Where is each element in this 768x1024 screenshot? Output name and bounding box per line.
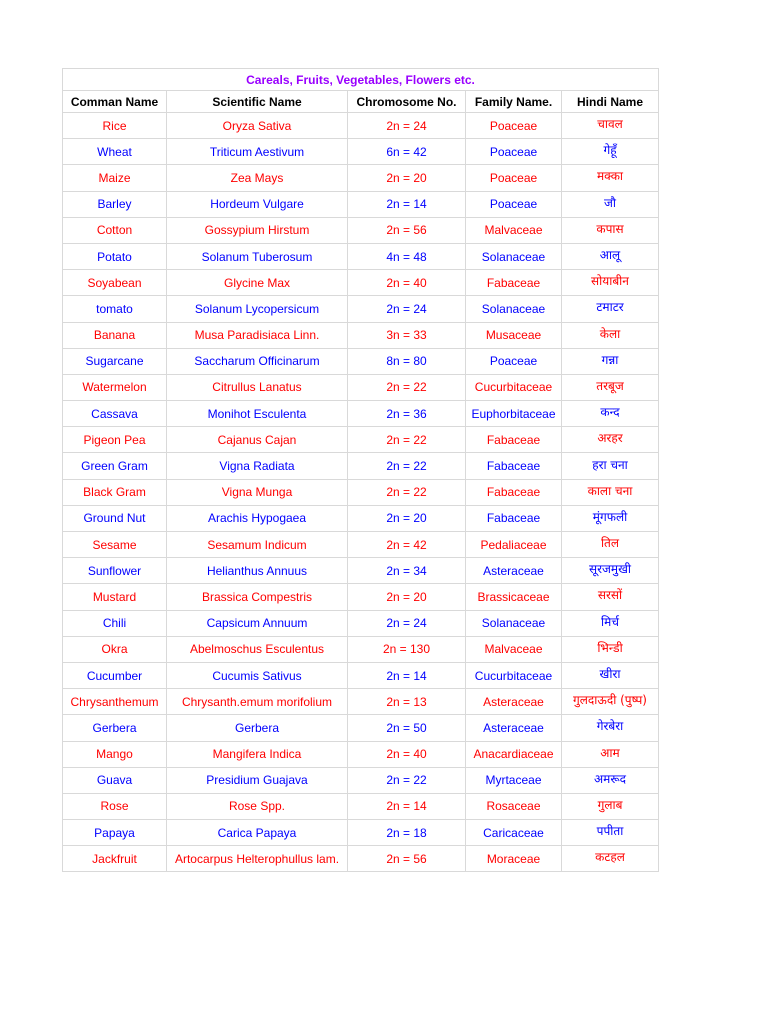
table-row [63, 322, 659, 348]
scientific-name-cell: Cajanus Cajan [167, 427, 348, 453]
chromosome-number-cell: 2n = 24 [348, 610, 466, 636]
table-row [63, 453, 659, 479]
family-name-cell: Cucurbitaceae [466, 662, 562, 688]
chromosome-number-cell: 2n = 22 [348, 453, 466, 479]
chromosome-number-cell: 2n = 56 [348, 217, 466, 243]
family-name-cell: Myrtaceae [466, 767, 562, 793]
table-row [63, 532, 659, 558]
table-row [63, 715, 659, 741]
scientific-name-cell: Brassica Compestris [167, 584, 348, 610]
scientific-name-cell: Musa Paradisiaca Linn. [167, 322, 348, 348]
table-row [63, 793, 659, 819]
scientific-name-cell: Glycine Max [167, 270, 348, 296]
common-name-cell: Potato [63, 243, 167, 269]
table-row [63, 139, 659, 165]
hindi-name-cell: आम [562, 741, 659, 767]
table-row [63, 165, 659, 191]
table-row [63, 401, 659, 427]
common-name-cell: Cassava [63, 401, 167, 427]
chromosome-number-cell: 2n = 56 [348, 846, 466, 872]
chromosome-number-cell: 2n = 22 [348, 767, 466, 793]
table-row [63, 689, 659, 715]
table-row [63, 113, 659, 139]
chromosome-number-cell: 2n = 20 [348, 505, 466, 531]
scientific-name-cell: Presidium Guajava [167, 767, 348, 793]
hindi-name-cell: कटहल [562, 846, 659, 872]
table-row [63, 374, 659, 400]
chromosome-number-cell: 2n = 40 [348, 741, 466, 767]
scientific-name-cell: Chrysanth.emum morifolium [167, 689, 348, 715]
crop-chromosome-table [62, 68, 659, 872]
chromosome-number-cell: 2n = 24 [348, 113, 466, 139]
table-row [63, 636, 659, 662]
common-name-cell: Papaya [63, 820, 167, 846]
table-row [63, 741, 659, 767]
table-row [63, 296, 659, 322]
scientific-name-cell: Solanum Lycopersicum [167, 296, 348, 322]
hindi-name-cell: सरसों [562, 584, 659, 610]
common-name-cell: Mustard [63, 584, 167, 610]
common-name-cell: Rice [63, 113, 167, 139]
family-name-cell: Asteraceae [466, 715, 562, 741]
family-name-cell: Fabaceae [466, 270, 562, 296]
hindi-name-cell: गेहूँ [562, 139, 659, 165]
table-row [63, 662, 659, 688]
hindi-name-cell: काला चना [562, 479, 659, 505]
family-name-cell: Poaceae [466, 113, 562, 139]
hindi-name-cell: तरबूज [562, 374, 659, 400]
hindi-name-cell: केला [562, 322, 659, 348]
hindi-name-cell: सोयाबीन [562, 270, 659, 296]
table-row [63, 558, 659, 584]
table-row [63, 191, 659, 217]
chromosome-number-cell: 2n = 18 [348, 820, 466, 846]
family-name-cell: Anacardiaceae [466, 741, 562, 767]
family-name-cell: Euphorbitaceae [466, 401, 562, 427]
chromosome-number-cell: 2n = 40 [348, 270, 466, 296]
hindi-name-cell: आलू [562, 243, 659, 269]
family-name-cell: Malvaceae [466, 217, 562, 243]
hindi-name-cell: गन्ना [562, 348, 659, 374]
table-row [63, 217, 659, 243]
table-row [63, 270, 659, 296]
family-name-cell: Musaceae [466, 322, 562, 348]
scientific-name-cell: Vigna Munga [167, 479, 348, 505]
table-row [63, 610, 659, 636]
header-family-name: Family Name. [466, 91, 562, 113]
table-row [63, 427, 659, 453]
chromosome-number-cell: 2n = 36 [348, 401, 466, 427]
chromosome-number-cell: 2n = 14 [348, 191, 466, 217]
hindi-name-cell: अमरूद [562, 767, 659, 793]
chromosome-number-cell: 3n = 33 [348, 322, 466, 348]
chromosome-number-cell: 2n = 42 [348, 532, 466, 558]
table-row [63, 820, 659, 846]
common-name-cell: Cucumber [63, 662, 167, 688]
table-row [63, 243, 659, 269]
scientific-name-cell: Gerbera [167, 715, 348, 741]
family-name-cell: Fabaceae [466, 427, 562, 453]
common-name-cell: Ground Nut [63, 505, 167, 531]
hindi-name-cell: मूंगफली [562, 505, 659, 531]
chromosome-number-cell: 2n = 22 [348, 427, 466, 453]
table-row [63, 479, 659, 505]
hindi-name-cell: हरा चना [562, 453, 659, 479]
common-name-cell: Maize [63, 165, 167, 191]
hindi-name-cell: कपास [562, 217, 659, 243]
table-row [63, 846, 659, 872]
table-row [63, 505, 659, 531]
hindi-name-cell: गुलाब [562, 793, 659, 819]
table-row [63, 348, 659, 374]
common-name-cell: Jackfruit [63, 846, 167, 872]
scientific-name-cell: Mangifera Indica [167, 741, 348, 767]
chromosome-number-cell: 6n = 42 [348, 139, 466, 165]
scientific-name-cell: Monihot Esculenta [167, 401, 348, 427]
hindi-name-cell: कन्द [562, 401, 659, 427]
family-name-cell: Asteraceae [466, 558, 562, 584]
table-title-row [63, 69, 659, 91]
chromosome-number-cell: 2n = 14 [348, 793, 466, 819]
hindi-name-cell: गुलदाऊदी (पुष्प) [562, 689, 659, 715]
scientific-name-cell: Gossypium Hirstum [167, 217, 348, 243]
scientific-name-cell: Hordeum Vulgare [167, 191, 348, 217]
common-name-cell: Gerbera [63, 715, 167, 741]
scientific-name-cell: Artocarpus Helterophullus lam. [167, 846, 348, 872]
common-name-cell: Sesame [63, 532, 167, 558]
common-name-cell: Chili [63, 610, 167, 636]
table-title: Careals, Fruits, Vegetables, Flowers etc. [63, 69, 659, 91]
scientific-name-cell: Capsicum Annuum [167, 610, 348, 636]
common-name-cell: Green Gram [63, 453, 167, 479]
family-name-cell: Rosaceae [466, 793, 562, 819]
family-name-cell: Solanaceae [466, 243, 562, 269]
header-row [63, 91, 659, 113]
common-name-cell: Guava [63, 767, 167, 793]
common-name-cell: Cotton [63, 217, 167, 243]
hindi-name-cell: भिन्डी [562, 636, 659, 662]
scientific-name-cell: Abelmoschus Esculentus [167, 636, 348, 662]
table-row [63, 767, 659, 793]
family-name-cell: Solanaceae [466, 610, 562, 636]
scientific-name-cell: Cucumis Sativus [167, 662, 348, 688]
family-name-cell: Solanaceae [466, 296, 562, 322]
scientific-name-cell: Vigna Radiata [167, 453, 348, 479]
common-name-cell: Mango [63, 741, 167, 767]
chromosome-number-cell: 2n = 50 [348, 715, 466, 741]
common-name-cell: Okra [63, 636, 167, 662]
common-name-cell: Rose [63, 793, 167, 819]
common-name-cell: Sugarcane [63, 348, 167, 374]
hindi-name-cell: पपीता [562, 820, 659, 846]
family-name-cell: Asteraceae [466, 689, 562, 715]
scientific-name-cell: Helianthus Annuus [167, 558, 348, 584]
hindi-name-cell: जौ [562, 191, 659, 217]
family-name-cell: Poaceae [466, 165, 562, 191]
header-common-name: Comman Name [63, 91, 167, 113]
scientific-name-cell: Sesamum Indicum [167, 532, 348, 558]
family-name-cell: Poaceae [466, 139, 562, 165]
scientific-name-cell: Rose Spp. [167, 793, 348, 819]
scientific-name-cell: Solanum Tuberosum [167, 243, 348, 269]
common-name-cell: tomato [63, 296, 167, 322]
chromosome-number-cell: 2n = 34 [348, 558, 466, 584]
scientific-name-cell: Arachis Hypogaea [167, 505, 348, 531]
scientific-name-cell: Saccharum Officinarum [167, 348, 348, 374]
header-hindi-name: Hindi Name [562, 91, 659, 113]
hindi-name-cell: सूरजमुखी [562, 558, 659, 584]
chromosome-number-cell: 2n = 22 [348, 374, 466, 400]
hindi-name-cell: तिल [562, 532, 659, 558]
common-name-cell: Black Gram [63, 479, 167, 505]
header-chromosome-no: Chromosome No. [348, 91, 466, 113]
header-scientific-name: Scientific Name [167, 91, 348, 113]
hindi-name-cell: गेरबेरा [562, 715, 659, 741]
family-name-cell: Pedaliaceae [466, 532, 562, 558]
hindi-name-cell: खीरा [562, 662, 659, 688]
common-name-cell: Banana [63, 322, 167, 348]
family-name-cell: Brassicaceae [466, 584, 562, 610]
chromosome-number-cell: 2n = 14 [348, 662, 466, 688]
family-name-cell: Poaceae [466, 348, 562, 374]
common-name-cell: Watermelon [63, 374, 167, 400]
table-row [63, 584, 659, 610]
common-name-cell: Wheat [63, 139, 167, 165]
family-name-cell: Cucurbitaceae [466, 374, 562, 400]
scientific-name-cell: Citrullus Lanatus [167, 374, 348, 400]
common-name-cell: Barley [63, 191, 167, 217]
chromosome-number-cell: 2n = 22 [348, 479, 466, 505]
hindi-name-cell: मक्का [562, 165, 659, 191]
family-name-cell: Fabaceae [466, 453, 562, 479]
chromosome-number-cell: 2n = 13 [348, 689, 466, 715]
family-name-cell: Moraceae [466, 846, 562, 872]
family-name-cell: Poaceae [466, 191, 562, 217]
table-body [63, 113, 659, 872]
scientific-name-cell: Triticum Aestivum [167, 139, 348, 165]
chromosome-number-cell: 2n = 20 [348, 584, 466, 610]
family-name-cell: Fabaceae [466, 505, 562, 531]
hindi-name-cell: टमाटर [562, 296, 659, 322]
hindi-name-cell: चावल [562, 113, 659, 139]
family-name-cell: Caricaceae [466, 820, 562, 846]
hindi-name-cell: मिर्च [562, 610, 659, 636]
family-name-cell: Fabaceae [466, 479, 562, 505]
chromosome-number-cell: 2n = 130 [348, 636, 466, 662]
chromosome-number-cell: 4n = 48 [348, 243, 466, 269]
hindi-name-cell: अरहर [562, 427, 659, 453]
chromosome-number-cell: 8n = 80 [348, 348, 466, 374]
scientific-name-cell: Zea Mays [167, 165, 348, 191]
common-name-cell: Sunflower [63, 558, 167, 584]
common-name-cell: Pigeon Pea [63, 427, 167, 453]
scientific-name-cell: Carica Papaya [167, 820, 348, 846]
scientific-name-cell: Oryza Sativa [167, 113, 348, 139]
chromosome-number-cell: 2n = 20 [348, 165, 466, 191]
chromosome-number-cell: 2n = 24 [348, 296, 466, 322]
common-name-cell: Chrysanthemum [63, 689, 167, 715]
common-name-cell: Soyabean [63, 270, 167, 296]
family-name-cell: Malvaceae [466, 636, 562, 662]
